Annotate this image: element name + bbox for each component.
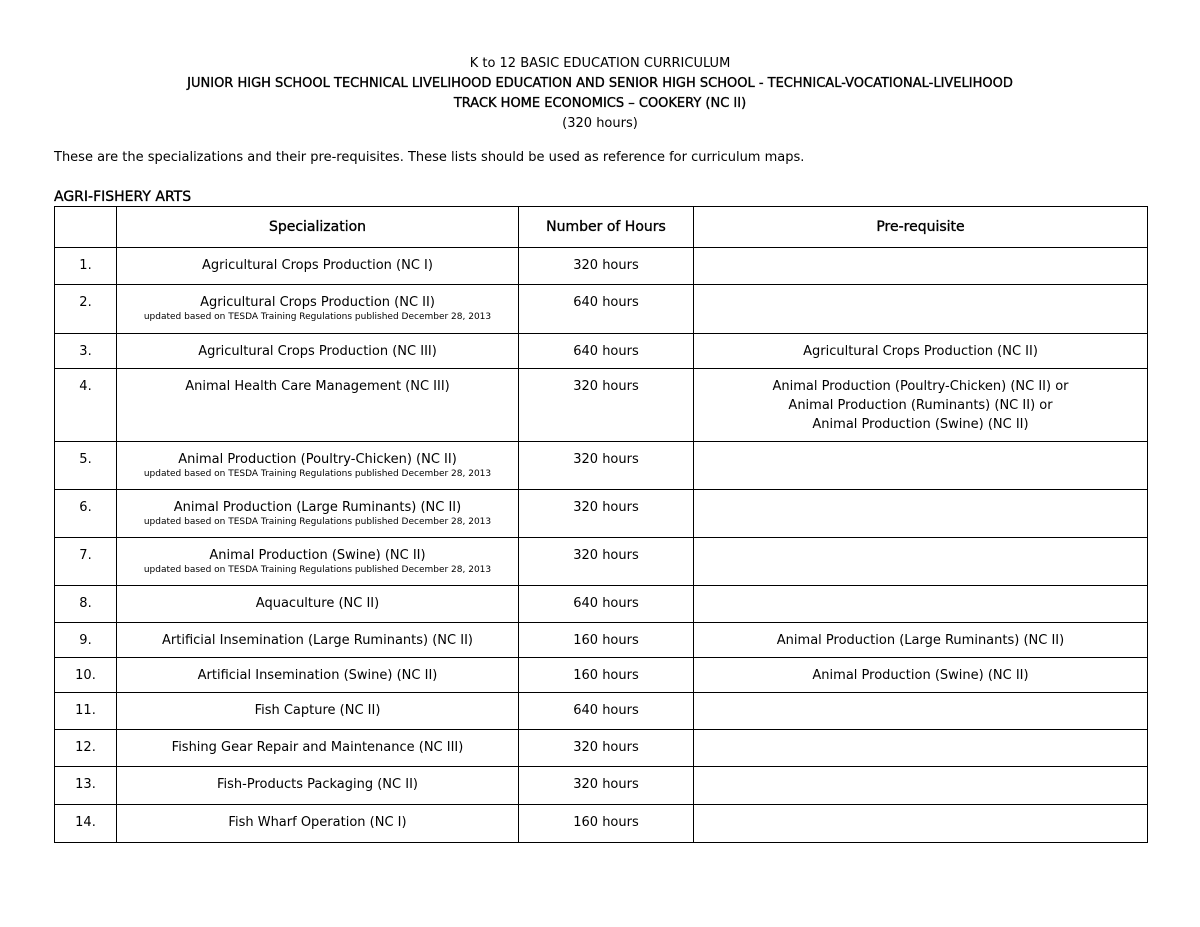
specialization-note: updated based on TESDA Training Regulations published December 28, 2013 <box>143 469 492 479</box>
document-header <box>0 54 1200 134</box>
specialization-name: Animal Production (Swine) (NC II) <box>209 548 426 563</box>
prerequisite-cell <box>694 369 1148 442</box>
specialization-cell <box>117 767 519 805</box>
row-number: 12. <box>55 730 117 767</box>
intro-text: These are the specializations and their pre-requisites. These lists should be used as reference for curriculum maps. <box>54 150 805 165</box>
table-row <box>55 623 1148 658</box>
table-row <box>55 693 1148 730</box>
prerequisite-cell <box>694 693 1148 730</box>
column-header-prerequisite: Pre-requisite <box>694 207 1148 248</box>
row-number: 14. <box>55 805 117 843</box>
section-title: AGRI-FISHERY ARTS <box>54 189 192 205</box>
prerequisite-cell <box>694 767 1148 805</box>
row-number: 3. <box>55 334 117 369</box>
curriculum-title: K to 12 BASIC EDUCATION CURRICULUM <box>469 56 731 71</box>
row-number: 1. <box>55 248 117 285</box>
hours-cell: 320 hours <box>519 730 694 767</box>
prerequisite-line: Animal Production (Ruminants) (NC II) or <box>788 398 1053 413</box>
specialization-name: Fish Capture (NC II) <box>254 703 381 718</box>
row-number: 10. <box>55 658 117 693</box>
specialization-cell <box>117 730 519 767</box>
prerequisite-cell <box>694 490 1148 538</box>
specialization-cell <box>117 334 519 369</box>
hours-cell: 640 hours <box>519 586 694 623</box>
specialization-name: Animal Production (Large Ruminants) (NC II) <box>173 500 462 515</box>
row-number: 5. <box>55 442 117 490</box>
row-number: 11. <box>55 693 117 730</box>
row-number: 8. <box>55 586 117 623</box>
prerequisite-cell <box>694 658 1148 693</box>
specialization-cell <box>117 538 519 586</box>
specialization-cell <box>117 658 519 693</box>
prerequisite-line: Animal Production (Large Ruminants) (NC II) <box>776 633 1065 648</box>
program-title: JUNIOR HIGH SCHOOL TECHNICAL LIVELIHOOD EDUCATION AND SENIOR HIGH SCHOOL - TECHNICAL-VOCATIONAL-LIVELIHOOD <box>187 76 1013 91</box>
hours-cell: 320 hours <box>519 369 694 442</box>
specialization-name: Agricultural Crops Production (NC III) <box>198 344 437 359</box>
specialization-note: updated based on TESDA Training Regulations published December 28, 2013 <box>143 517 492 527</box>
prerequisite-line: Animal Production (Swine) (NC II) <box>812 668 1029 683</box>
prerequisite-cell <box>694 442 1148 490</box>
specialization-cell <box>117 490 519 538</box>
specialization-name: Aquaculture (NC II) <box>255 596 380 611</box>
hours-cell: 320 hours <box>519 767 694 805</box>
hours-cell: 320 hours <box>519 490 694 538</box>
row-number: 6. <box>55 490 117 538</box>
table-row <box>55 334 1148 369</box>
hours-cell: 160 hours <box>519 623 694 658</box>
total-hours: (320 hours) <box>562 116 638 131</box>
specialization-cell <box>117 369 519 442</box>
hours-cell: 640 hours <box>519 334 694 369</box>
specialization-cell <box>117 586 519 623</box>
specialization-cell <box>117 248 519 285</box>
specialization-cell <box>117 805 519 843</box>
prerequisite-cell <box>694 623 1148 658</box>
hours-cell: 640 hours <box>519 693 694 730</box>
table-body <box>55 248 1148 843</box>
prerequisite-cell <box>694 248 1148 285</box>
specialization-name: Fishing Gear Repair and Maintenance (NC III) <box>171 740 464 755</box>
specialization-note: updated based on TESDA Training Regulations published December 28, 2013 <box>143 312 492 322</box>
row-number: 9. <box>55 623 117 658</box>
column-header-number <box>55 207 117 248</box>
table-row <box>55 538 1148 586</box>
prerequisite-line: Animal Production (Poultry-Chicken) (NC II) or <box>772 379 1069 394</box>
table-row <box>55 586 1148 623</box>
column-header-hours: Number of Hours <box>519 207 694 248</box>
specialization-name: Agricultural Crops Production (NC II) <box>200 295 435 310</box>
table-row <box>55 767 1148 805</box>
specialization-name: Fish-Products Packaging (NC II) <box>217 777 418 792</box>
specialization-cell <box>117 623 519 658</box>
specialization-cell <box>117 693 519 730</box>
table-row <box>55 285 1148 334</box>
table-row <box>55 369 1148 442</box>
hours-cell: 640 hours <box>519 285 694 334</box>
hours-cell: 320 hours <box>519 442 694 490</box>
row-number: 7. <box>55 538 117 586</box>
table-row <box>55 490 1148 538</box>
hours-cell: 320 hours <box>519 248 694 285</box>
prerequisite-line: Agricultural Crops Production (NC II) <box>803 344 1038 359</box>
row-number: 13. <box>55 767 117 805</box>
specialization-table <box>54 206 1148 843</box>
track-title: TRACK HOME ECONOMICS – COOKERY (NC II) <box>453 96 747 111</box>
specialization-note: updated based on TESDA Training Regulations published December 28, 2013 <box>143 565 492 575</box>
prerequisite-cell <box>694 730 1148 767</box>
prerequisite-cell <box>694 805 1148 843</box>
specialization-cell <box>117 285 519 334</box>
prerequisite-line: Animal Production (Swine) (NC II) <box>812 417 1029 432</box>
specialization-cell <box>117 442 519 490</box>
table-row <box>55 442 1148 490</box>
specialization-name: Fish Wharf Operation (NC I) <box>228 815 407 830</box>
hours-cell: 160 hours <box>519 658 694 693</box>
specialization-name: Animal Production (Poultry-Chicken) (NC II) <box>178 452 457 467</box>
row-number: 2. <box>55 285 117 334</box>
hours-cell: 160 hours <box>519 805 694 843</box>
table-row <box>55 805 1148 843</box>
table-header-row <box>55 207 1148 248</box>
table-row <box>55 248 1148 285</box>
prerequisite-cell <box>694 285 1148 334</box>
hours-cell: 320 hours <box>519 538 694 586</box>
specialization-name: Agricultural Crops Production (NC I) <box>202 258 433 273</box>
specialization-name: Artificial Insemination (Large Ruminants) (NC II) <box>162 633 473 648</box>
table-row <box>55 658 1148 693</box>
specialization-name: Artificial Insemination (Swine) (NC II) <box>197 668 438 683</box>
specialization-name: Animal Health Care Management (NC III) <box>185 379 450 394</box>
prerequisite-cell <box>694 334 1148 369</box>
column-header-specialization: Specialization <box>117 207 519 248</box>
prerequisite-cell <box>694 538 1148 586</box>
table-row <box>55 730 1148 767</box>
row-number: 4. <box>55 369 117 442</box>
prerequisite-cell <box>694 586 1148 623</box>
